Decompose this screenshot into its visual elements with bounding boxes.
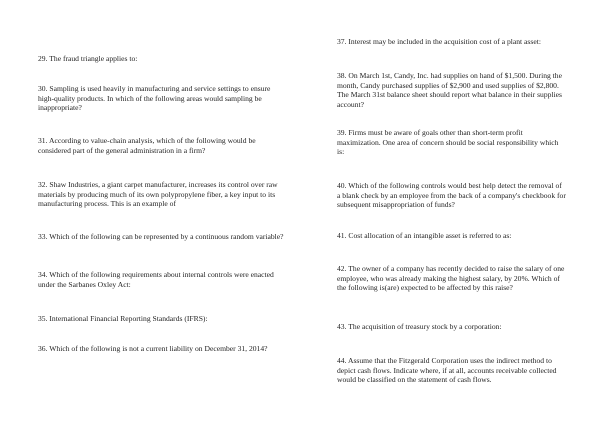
question-38: 38. On March 1st, Candy, Inc. had supplies on hand of $1,500. During the month, Candy purchased supplies of $2,900 and used supplies of $2,800. The March 31st balance sheet should report what balance in their supplies account? (337, 71, 562, 109)
question-39: 39. Firms must be aware of goals other than short-term profit maximization. One area of concern should be social responsibility which is: (337, 128, 559, 157)
question-31: 31. According to value-chain analysis, which of the following would be considered part of the general administration in a firm? (38, 136, 256, 155)
question-33: 33. Which of the following can be represented by a continuous random variable? (38, 232, 284, 241)
question-36: 36. Which of the following is not a current liability on December 31, 2014? (38, 344, 268, 353)
question-43: 43. The acquisition of treasury stock by a corporation: (337, 322, 502, 331)
question-30: 30. Sampling is used heavily in manufacturing and service settings to ensure high-quality products. In which of the following areas would sampling be inappropriate? (38, 84, 271, 113)
question-42: 42. The owner of a company has recently decided to raise the salary of one employee, who was already making the highest salary, by 20%. Which of the following is(are) expected to be affected by this raise? (337, 264, 565, 293)
question-29: 29. The fraud triangle applies to: (38, 54, 138, 63)
question-37: 37. Interest may be included in the acquisition cost of a plant asset: (337, 37, 541, 46)
question-41: 41. Cost allocation of an intangible asset is referred to as: (337, 231, 512, 240)
question-32: 32. Shaw Industries, a giant carpet manufacturer, increases its control over raw materials by producing much of its own polypropylene fiber, a key input to its manufacturing process. This is an example of (38, 180, 278, 209)
question-44: 44. Assume that the Fitzgerald Corporation uses the indirect method to depict cash flows. Indicate where, if at all, accounts receivable collected would be classified on the statement of cash flows. (337, 356, 557, 385)
question-35: 35. International Financial Reporting Standards (IFRS): (38, 314, 208, 323)
question-34: 34. Which of the following requirements about internal controls were enacted under the Sarbanes Oxley Act: (38, 270, 274, 289)
question-40: 40. Which of the following controls would best help detect the removal of a blank check by an employee from the back of a company's checkbook for subsequent misappropriation of funds? (337, 181, 566, 210)
